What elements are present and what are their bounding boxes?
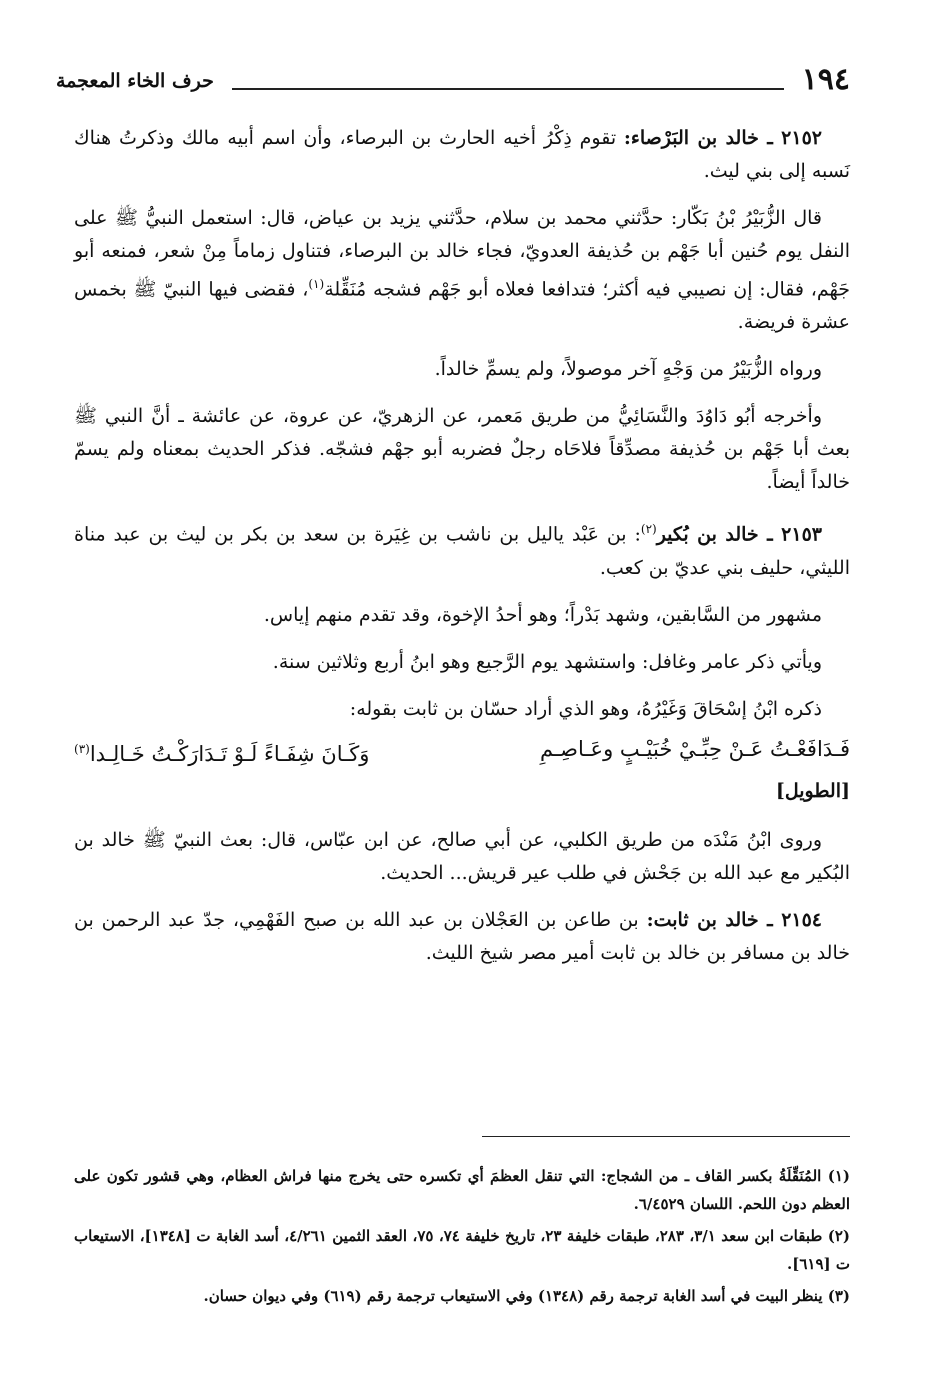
footnote-2: (٢) طبقات ابن سعد ٣/١، ٢٨٣، طبقات خليفة ٢٣، تاريخ خليفة ٧٤، ٧٥، العقد الثمين ٤/٢٦١، أسد الغابة ت [١٣٤٨]، الاستيعاب ت [٦١٩]. (74, 1227, 851, 1273)
paragraph-zubair-text: قال الزُّبَيْرُ بْنُ بَكّار: حدَّثني محمد بن سلام، حدَّثني يزيد بن عياض، قال: استعمل النبيُّ ﷺ على النفل يوم حُنين أبا جَهْم بن حُذيفة العدويّ، فجاء خالد بن البرصاء، فتناول زماماً مِنْ شعر، فمنعه أبو جَهْم، فقال: إن نصيبي فيه أكثر؛ فتدافعا فعلاه أبو جَهْم فشجه مُنَقِّلة (74, 207, 850, 301)
footnotes (74, 1162, 850, 1314)
page-header (56, 62, 850, 102)
entry-2152 (74, 122, 850, 188)
footnote-rule (482, 1136, 850, 1137)
footnote-ref-1[interactable]: (١) (308, 277, 325, 291)
footnote-1: (١) المُنَقِّلَةُ بكسر القاف ـ من الشجاج: التي تنقل العظمَ أي تكسره حتى يخرج منها فراش العظام، وهي قشور تكون على العظم دون اللحم. اللسان ٦/٤٥٢٩. (74, 1167, 850, 1213)
main-text (74, 122, 850, 984)
entry-2154-text: بن طاعن بن العَجْلان بن عبد الله بن صبح الفَهْمِي، جدّ عبد الرحمن بن خالد بن مسافر بن خالد بن ثابت أمير مصر شيخ الليث. (74, 908, 850, 964)
page-number: ١٩٤ (801, 62, 850, 97)
entry-2153-text: : بن عَبْد ياليل بن ناشب بن غِيَرة بن سعد بن بكر بن ليث بن عبد مناة الليثي، حليف بني عديّ بن كعب. (74, 523, 850, 579)
paragraph-ibn-ishaq: ذكره ابْنُ إسْحَاقَ وَغَيْرُهُ، وهو الذي أراد حسّان بن ثابت بقوله: (349, 697, 822, 720)
running-title: حرف الخاء المعجمة (56, 70, 214, 92)
paragraph-ibn-mandah: وروى ابْنُ مَنْدَه من طريق الكلبي، عن أبي صالح، عن ابن عبّاس، قال: بعث النبيّ ﷺ خالد بن البُكير مع عبد الله بن جَحْش في طلب عير قريش... الحديث. (74, 828, 850, 884)
paragraph-sabiqin: مشهور من السَّابقين، وشهد بَدْراً؛ وهو أحدُ الإخوة، وقد تقدم منهم إياس. (263, 603, 822, 626)
paragraph-zubair-2: ورواه الزُّبَيْرُ من وَجْهٍ آخر موصولاً، ولم يسمِّ خالداً. (434, 358, 822, 381)
entry-2152-head: ٢١٥٢ ـ خالد بن البَرْصاء: (623, 127, 822, 149)
paragraph-zubair (74, 202, 850, 339)
entry-2154 (74, 904, 850, 970)
poem-hemistich-first: فَـدَافَعْـتُ عَـنْ حِبِّـيْ خُبَيْـبٍ وعَـاصِـمِ (540, 736, 850, 761)
header-rule (232, 88, 784, 90)
footnote-ref-3[interactable]: (٣) (74, 741, 90, 756)
entry-2152-text: تقوم ذِكْرُ أخيه الحارث بن البرصاء، وأن اسم أبيه مالك وذكرتُ هناك نَسبه إلى بني ليث. (74, 127, 850, 182)
poem-hemistich-second: وَكَـانَ شِفَـاءً لَـوْ تَـدَارَكْـتُ خَـالِـدا (89, 741, 370, 766)
paragraph-amir: ويأتي ذكر عامر وغافل: واستشهد يوم الرَّجيع وهو ابنُ أربع وثلاثين سنة. (272, 650, 822, 673)
entry-2154-head: ٢١٥٤ ـ خالد بن ثابت: (646, 908, 823, 931)
paragraph-zubair-end: ، فقضى فيها النبيّ ﷺ بخمس عشرة فريضة. (74, 278, 850, 334)
poem-verse (74, 732, 850, 771)
entry-2153-head: ٢١٥٣ ـ خالد بن بُكير (656, 523, 822, 546)
poem-meter: [الطويل] (775, 779, 850, 802)
entry-2153 (74, 513, 850, 584)
poem-hemistich-second-wrap (74, 732, 369, 771)
footnote-3: (٣) ينظر البيت في أسد الغابة ترجمة رقم (١٣٤٨) وفي الاستيعاب ترجمة رقم (٦١٩) وفي ديوان حسان. (203, 1287, 850, 1305)
footnote-ref-2[interactable]: (٢) (640, 522, 657, 537)
paragraph-abu-dawud: وأخرجه أبُو دَاوُدَ والنَّسَائِيُّ من طريق مَعمر، عن الزهريّ، عن عروة، عن عائشة ـ أنَّ النبي ﷺ بعث أبا جَهْم بن حُذيفة مصدِّقاً فلاحَاه رجلٌ فضربه أبو جهْم فشجّه. فذكر الحديث بمعناه ولم يسمّ خالداً أيضاً. (74, 405, 850, 494)
